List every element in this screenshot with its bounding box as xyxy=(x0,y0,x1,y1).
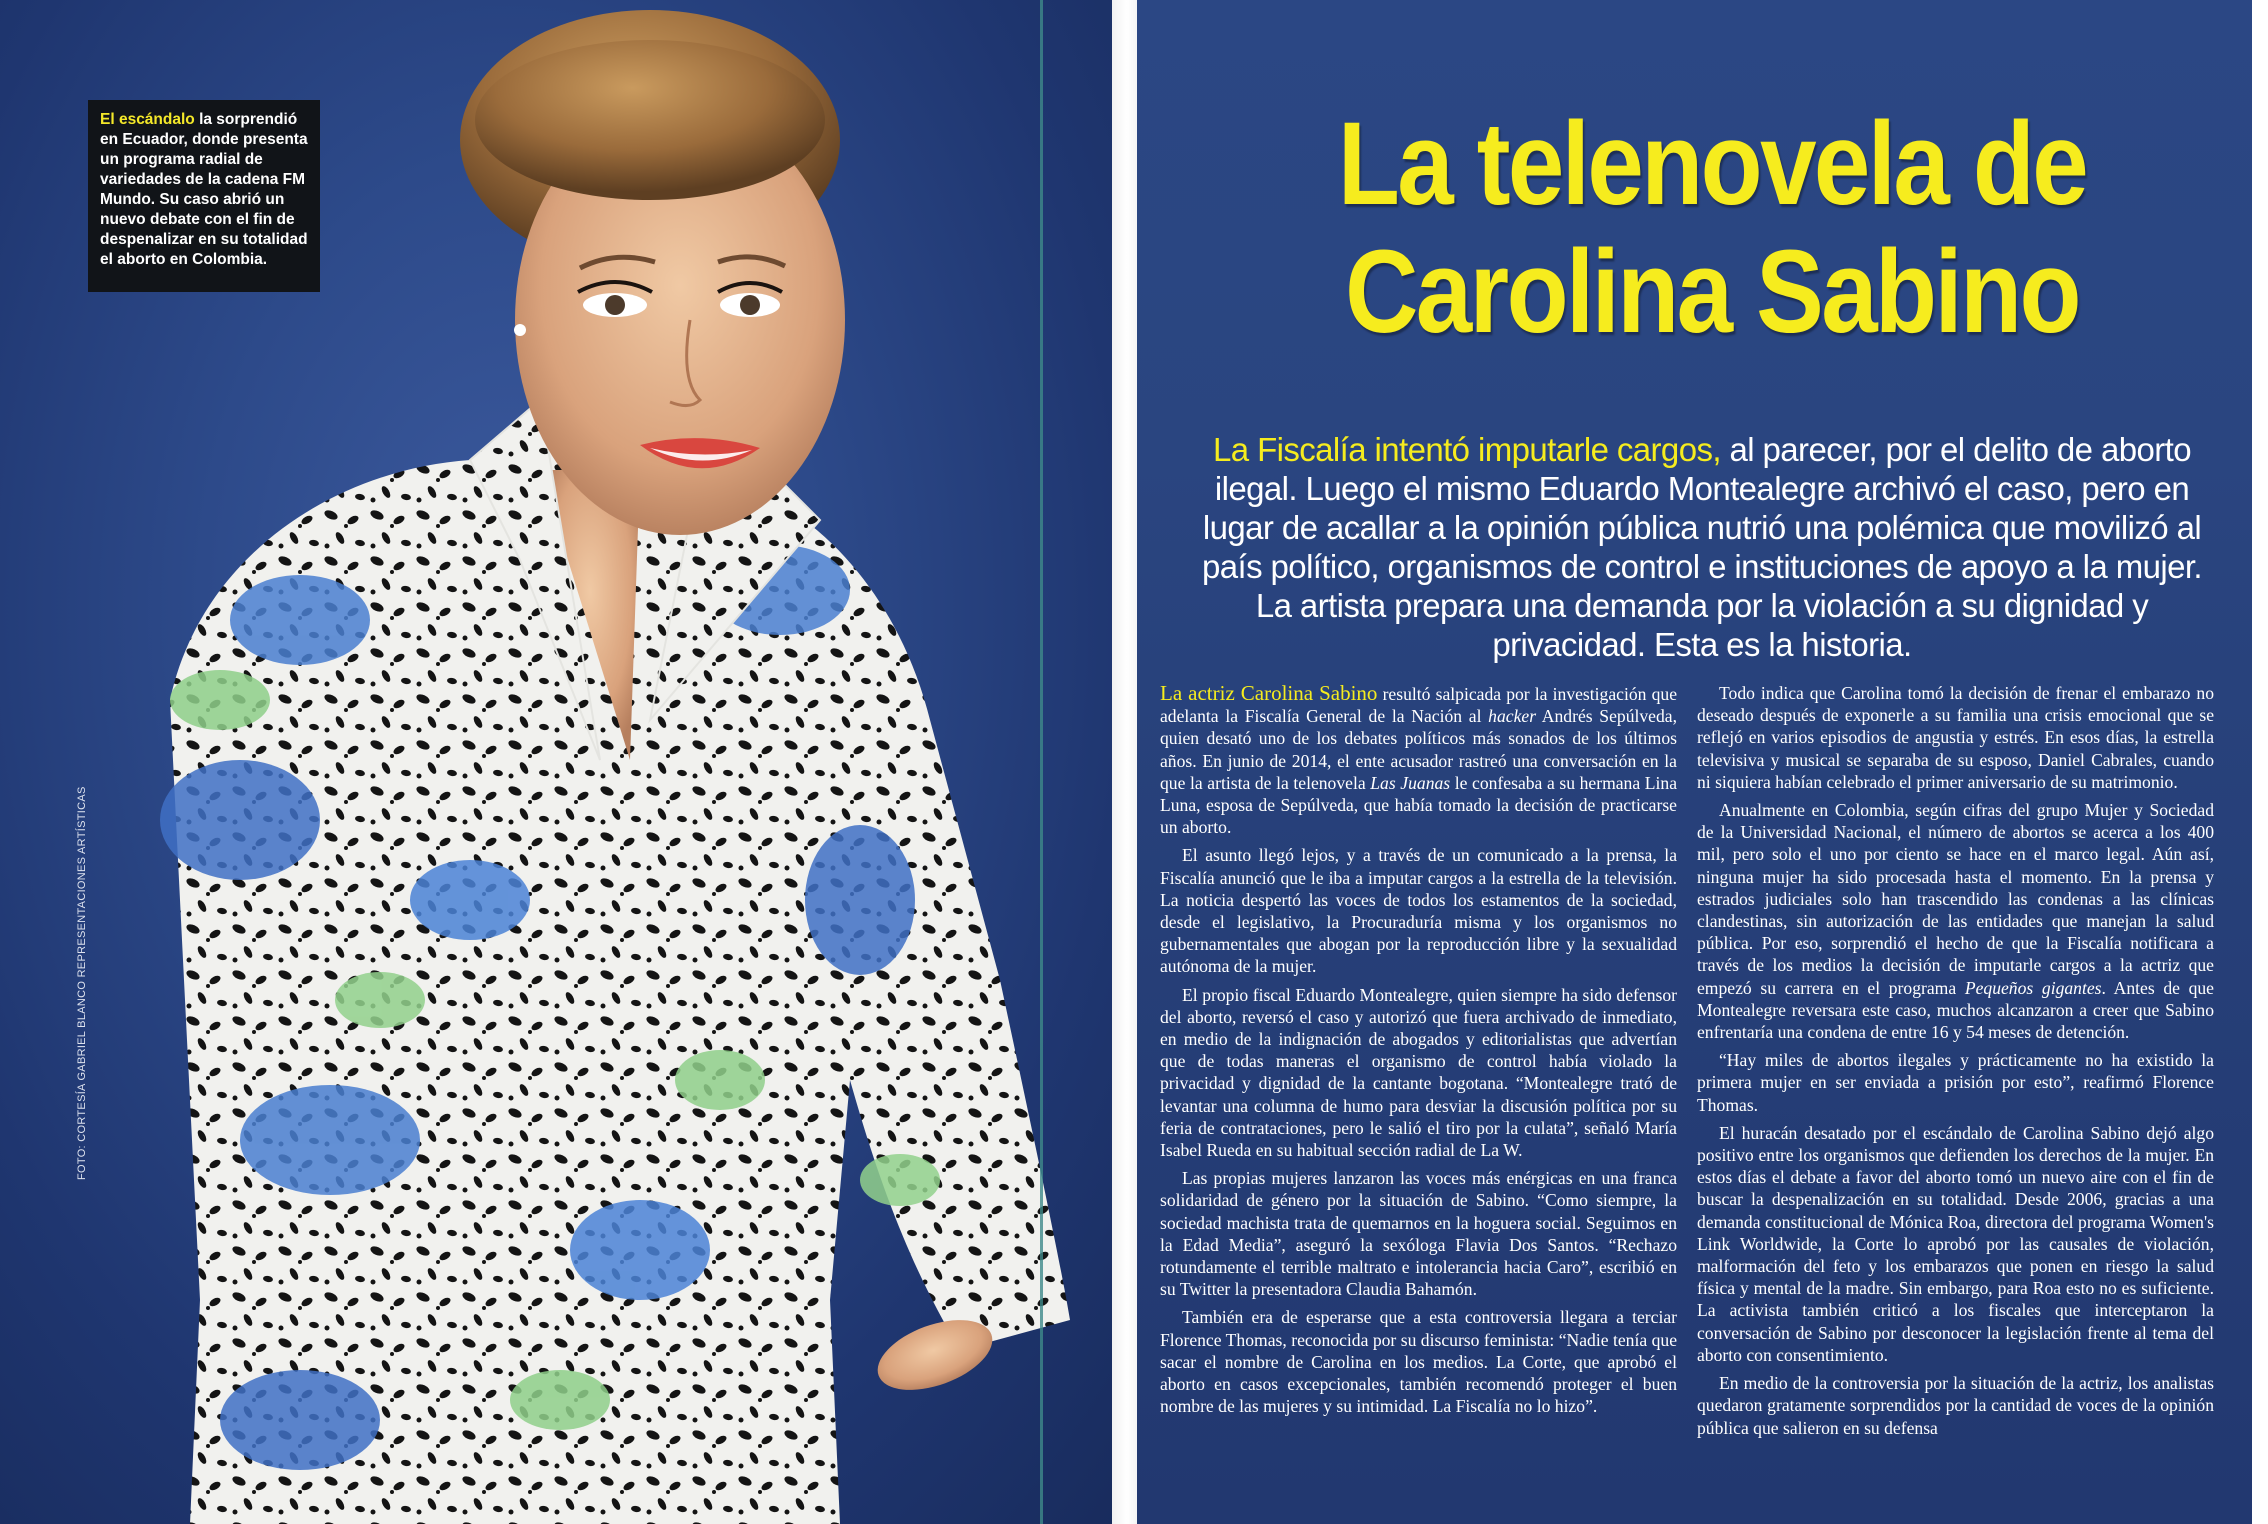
photo-credit: FOTO: CORTESÍA GABRIEL BLANCO REPRESENTACIONES ARTÍSTICAS xyxy=(76,786,88,1180)
body-column-1 xyxy=(1160,682,1677,1424)
paragraph: Las propias mujeres lanzaron las voces más enérgicas en una franca solidaridad de género por la situación de Sabino. “Como siempre, la sociedad machista trata de quemarnos en la hoguera social. Seguimos en la Edad Media”, aseguró la sexóloga Flavia Dos Santos. “Rechazo rotundamente el terrible maltrato e intolerancia hacia Caro”, escribió en su Twitter la presentadora Claudia Bahamón. xyxy=(1160,1168,1677,1300)
paragraph: El asunto llegó lejos, y a través de un comunicado a la prensa, la Fiscalía anunció que le iba a imputar cargos a la estrella de la televisión. La noticia despertó las voces de todos los estamentos de la sociedad, desde el legislativo, la Procuraduría misma y los organismos no gubernamentales que abogan por la reproducción libre y la sexualidad autónoma de la mujer. xyxy=(1160,845,1677,977)
headline-line-1: La telenovela de xyxy=(1337,98,2087,230)
caption-highlight: El escándalo xyxy=(100,111,195,128)
paragraph: El propio fiscal Eduardo Montealegre, quien siempre ha sido defensor del aborto, reversó el caso y autorizó que fuera archivado de inmediato, en medio de la indignación de abogados y editorialistas que advertían que de todas maneras el organismo de control había violado la privacidad y dignidad de la cantante bogotana. “Montealegre trató de levantar una columna de humo para desviar la discusión política por su feria de contrataciones, pero le salió el tiro por la culata”, señaló María Isabel Rueda en su habitual sección radial de La W. xyxy=(1160,984,1677,1161)
deck-highlight: La Fiscalía intentó imputarle cargos, xyxy=(1213,431,1721,468)
lead-in: La actriz Carolina Sabino xyxy=(1160,681,1378,705)
paragraph: El huracán desatado por el escándalo de Carolina Sabino dejó algo positivo entre los organismos que defienden los derechos de la mujer. En estos días el debate a favor del aborto tomó un nuevo aire con el fin de buscar la despenalización en su totalidad. Desde 2006, gracias a una demanda constitucional de Mónica Roa, directora del programa Women's Link Worldwide, la Corte lo aprobó por las causales de violación, malformación del feto y los embarazos que ponen en riesgo la salud física y mental de la madre. Sin embargo, para Roa esto no es suficiente. La activista también criticó a los fiscales que interceptaron la conversación de Sabino por desconocer la legislación frente al tema del aborto con consentimiento. xyxy=(1697,1122,2214,1365)
paragraph: También era de esperarse que a esta controversia llegara a terciar Florence Thomas, reconocida por su discurso feminista: “Nadie tenía que sacar el nombre de Carolina en los medios. La Corte, que aprobó el aborto en casos excepcionales, también recomendó proteger el buen nombre de las mujeres y su intimidad. La Fiscalía no lo hizo”. xyxy=(1160,1307,1677,1417)
article-deck xyxy=(1197,430,2207,664)
deck-text: al parecer, por el delito de aborto ilegal. Luego el mismo Eduardo Montealegre archivó el caso, pero en lugar de acallar a la opinión pública nutrió una polémica que movilizó al país político, organismos de control e instituciones de apoyo a la mujer. La artista prepara una demanda por la violación a su dignidad y privacidad. Esta es la historia. xyxy=(1202,431,2202,663)
paragraph: La actriz Carolina Sabino resultó salpicada por la investigación que adelanta la Fiscalía General de la Nación al hacker Andrés Sepúlveda, quien desató uno de los debates políticos más sonados de los últimos años. En junio de 2014, el ente acusador rastreó una conversación en la que la artista de la telenovela Las Juanas le confesaba a su hermana Lina Luna, esposa de Sepúlveda, que había tomado la decisión de practicarse un aborto. xyxy=(1160,681,1678,838)
caption-text: la sorprendió en Ecuador, donde presenta un programa radial de variedades de la cadena FM Mundo. Su caso abrió un nuevo debate con el fin de despenalizar en su totalidad el aborto en Colombia. xyxy=(100,111,308,268)
headline-line-2: Carolina Sabino xyxy=(1345,226,2079,358)
paragraph: Anualmente en Colombia, según cifras del grupo Mujer y Sociedad de la Universidad Nacional, el número de abortos se acerca a los 400 mil, pero solo el uno por ciento se hace en el marco legal. Aún así, ninguna mujer ha sido procesada hasta el momento. En la prensa y estrados judiciales solo han trascendido las condenas a las clínicas clandestinas, sin autorización de las entidades que manejan la salud pública. Por eso, sorprendió el hecho de que la Fiscalía notificara a través de los medios la decisión de imputarle cargos a la actriz que empezó su carrera en el programa Pequeños gigantes. Antes de que Montealegre reversara este caso, muchos alcanzaron a creer que Sabino enfrentaría una condena de entre 16 y 54 meses de detención. xyxy=(1697,800,2214,1043)
paragraph: Todo indica que Carolina tomó la decisión de frenar el embarazo no deseado después de exponerle a su familia una crisis emocional que se reflejó en varios episodios de angustia y estrés. En esos días, la estrella televisiva y musical se separaba de su esposo, Daniel Cabrales, cuando ni siquiera habían celebrado el primer aniversario de su matrimonio. xyxy=(1697,683,2214,792)
photo-caption xyxy=(88,100,320,292)
page-edge-line xyxy=(1040,0,1043,1524)
right-page-article xyxy=(1137,0,2268,1524)
body-column-2 xyxy=(1697,682,2214,1445)
page-edge xyxy=(2252,0,2268,1524)
paragraph: “Hay miles de abortos ilegales y prácticamente no ha existido la primera mujer en ser enviada a prisión por esto”, reafirmó Florence Thomas. xyxy=(1697,1050,2214,1115)
headline xyxy=(1252,100,2172,356)
paragraph: En medio de la controversia por la situación de la actriz, los analistas quedaron gratamente sorprendidos por la cantidad de voces de la opinión pública que salieron en su defensa xyxy=(1697,1373,2214,1438)
